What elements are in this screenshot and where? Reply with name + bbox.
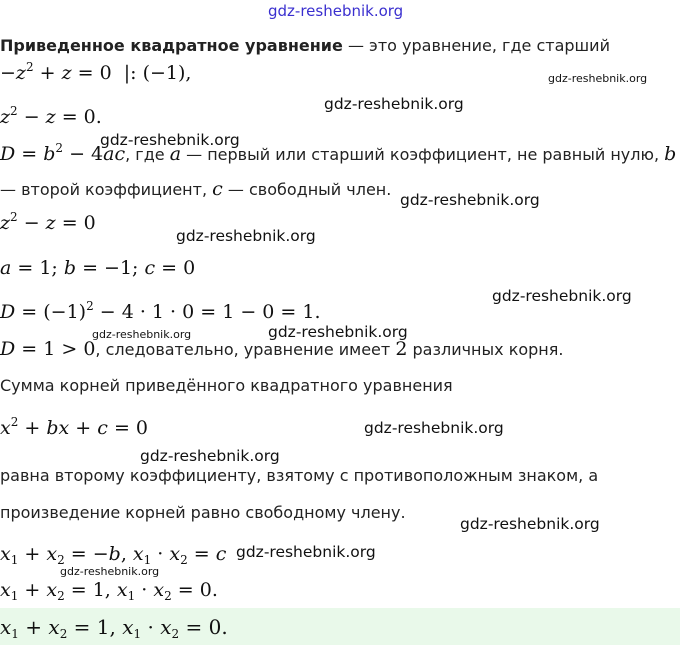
coefficients: a = 1; b = −1; c = 0 — [0, 257, 196, 279]
watermark: gdz-reshebnik.org — [364, 419, 504, 437]
watermark: gdz-reshebnik.org — [268, 323, 408, 341]
general-equation: $x^2$ + bx + c = 0 — [0, 415, 148, 439]
equation-reduced: $z^2 - z = 0$. — [0, 104, 102, 128]
equation-repeat: $z^2 - z = 0$ — [0, 210, 96, 234]
equation-original: $-z^2 + z = 0$ |: (−1), — [0, 60, 192, 84]
watermark: gdz-reshebnik.org — [140, 447, 280, 465]
watermark-top: gdz-reshebnik.org — [268, 2, 404, 20]
answer: $x_1 + x_2 = 1$, $x_1 \cdot x_2 = 0$. — [0, 615, 228, 641]
watermark: gdz-reshebnik.org — [324, 95, 464, 113]
discriminant-calculation: $D = (-1)^2 - 4 \cdot 1 \cdot 0 = 1 - 0 = 1$. — [0, 299, 321, 323]
discriminant-conclusion: D = 1 > 0, следовательно, уравнение имеет 2 различных корня. — [0, 338, 564, 360]
intro-rest: — это уравнение, где старший — [342, 36, 610, 55]
watermark: gdz-reshebnik.org — [236, 543, 376, 561]
vieta-applied: $x_1 + x_2 = 1$, $x_1 \cdot x_2 = 0$. — [0, 579, 218, 603]
watermark: gdz-reshebnik.org — [548, 72, 648, 85]
vieta-intro: Сумма корней приведённого квадратного уравнения — [0, 376, 453, 395]
watermark: gdz-reshebnik.org — [100, 131, 240, 149]
watermark: gdz-reshebnik.org — [460, 515, 600, 533]
discriminant-definition: $D = b^2 - 4ac$, где a — первый или старший коэффициент, не равный нулю, b — [0, 141, 677, 165]
discriminant-definition-cont: — второй коэффициент, c — свободный член. — [0, 178, 392, 200]
watermark: gdz-reshebnik.org — [60, 565, 160, 578]
watermark: gdz-reshebnik.org — [92, 328, 192, 341]
watermark: gdz-reshebnik.org — [400, 191, 540, 209]
watermark: gdz-reshebnik.org — [492, 287, 632, 305]
intro-line — [0, 36, 610, 55]
vieta-statement-2: произведение корней равно свободному члену. — [0, 503, 406, 522]
watermark: gdz-reshebnik.org — [176, 227, 316, 245]
vieta-statement-1: равна второму коэффициенту, взятому с противоположным знаком, а — [0, 466, 599, 485]
intro-bold: Приведенное квадратное уравнение — [0, 36, 343, 55]
vieta-formula: $x_1 + x_2 = -b$, $x_1 \cdot x_2 = c$ — [0, 543, 227, 567]
